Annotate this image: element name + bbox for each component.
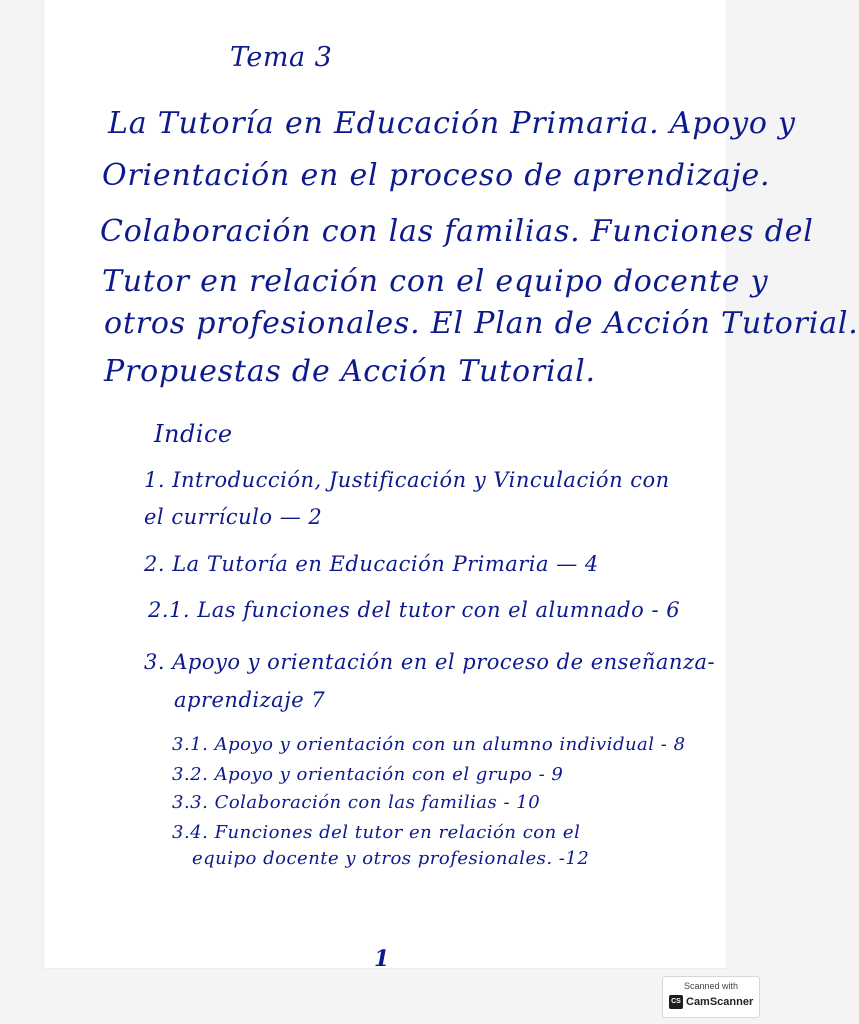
index-label: Indice: [154, 420, 233, 448]
heading-line-1: La Tutoría en Educación Primaria. Apoyo y: [108, 106, 796, 141]
index-item-2: 2. La Tutoría en Educación Primaria — 4: [144, 552, 599, 576]
heading-line-3: Colaboración con las familias. Funciones del: [100, 214, 814, 249]
index-item-2-1: 2.1. Las funciones del tutor con el alumnado - 6: [148, 598, 681, 622]
camscanner-logo-icon: CS: [669, 995, 683, 1009]
document-title: Tema 3: [230, 42, 333, 73]
index-item-1-line-1: 1. Introducción, Justificación y Vinculación con: [144, 468, 670, 492]
camscanner-watermark: [662, 976, 760, 1018]
camscanner-brand: [669, 995, 753, 1009]
heading-line-4: Tutor en relación con el equipo docente y: [102, 264, 769, 299]
camscanner-brand-name: CamScanner: [686, 996, 754, 1008]
index-subitem-3-2: 3.2. Apoyo y orientación con el grupo - 9: [172, 764, 564, 785]
index-item-1-line-2: el currículo — 2: [144, 505, 323, 529]
scanned-with-label: Scanned with: [683, 981, 739, 991]
index-item-3-line-2: aprendizaje 7: [174, 688, 326, 712]
page-number: 1: [374, 946, 390, 972]
index-subitem-3-4-line-2: equipo docente y otros profesionales. -12: [192, 848, 590, 869]
index-subitem-3-3: 3.3. Colaboración con las familias - 10: [172, 792, 541, 813]
heading-line-5: otros profesionales. El Plan de Acción Tutorial.: [104, 306, 859, 341]
index-subitem-3-1: 3.1. Apoyo y orientación con un alumno individual - 8: [172, 734, 686, 755]
index-item-3-line-1: 3. Apoyo y orientación en el proceso de enseñanza-: [144, 650, 716, 674]
scanned-page: [44, 0, 859, 972]
heading-line-2: Orientación en el proceso de aprendizaje.: [102, 158, 771, 193]
index-subitem-3-4-line-1: 3.4. Funciones del tutor en relación con el: [172, 822, 581, 843]
heading-line-6: Propuestas de Acción Tutorial.: [104, 354, 596, 389]
